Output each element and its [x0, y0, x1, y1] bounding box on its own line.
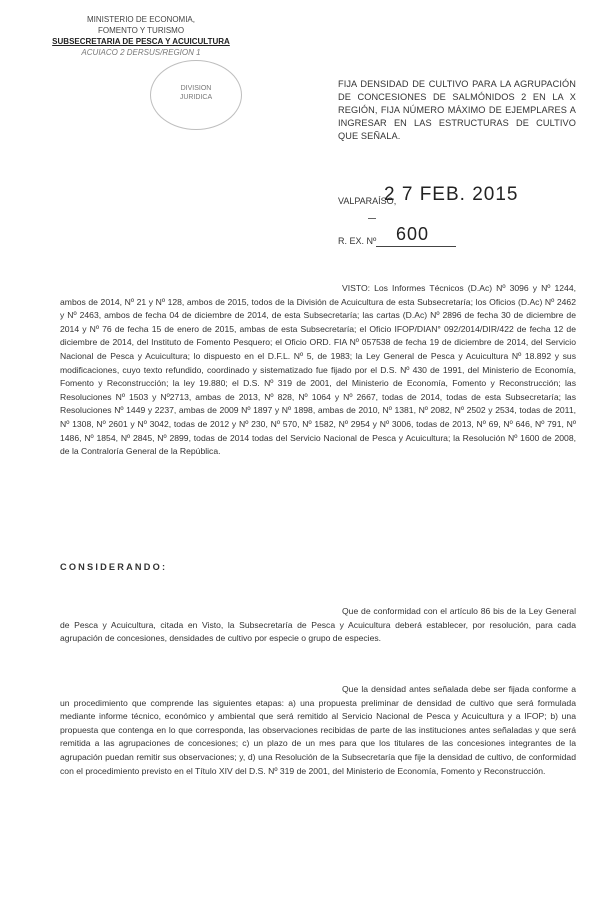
visto-paragraph: VISTO: Los Informes Técnicos (D.Ac) Nº 3096 y Nº 1244, ambos de 2014, Nº 21 y Nº 128, ambos de 2015, todos de la División de Acuicultura de esta Subsecretaría; los Oficios (D.Ac) Nº 2462 y Nº 2463, ambos de fecha 04 de diciembre de 2014, de esta Subsecretaría; las cartas (D.Ac) Nº 2896 de fecha 30 de diciembre de 2014 y Nº 76 de fecha 15 de enero de 2015, ambas de esta Subsecretaría; el Oficio IFOP/DIAN° 092/2014/DIR/422 de fecha 12 de diciembre de 2014, del Instituto de Fomento Pesquero; el Oficio ORD. FIA Nº 057538 de fecha 19 de diciembre de 2014, del Servicio Nacional de Pesca y Acuicultura; lo dispuesto en el D.F.L. Nº 5, de 1983; la Ley General de Pesca y Acuicultura Nº 18.892 y sus modificaciones, cuyo texto refundido, coordinado y sistematizado fue fijado por el D.S. Nº 430 de 1991, del Ministerio de Economía, Fomento y Reconstrucción; la ley 19.880; el D.S. Nº 319 de 2001, del Ministerio de Economía, Fomento y Reconstrucción; las Resoluciones Nº 1503 y Nº2713, ambas de 2013, Nº 828, Nº 1064 y Nº 2667, todas de 2014, todas de esta Subsecretaría; las Resoluciones Nº 1449 y 2237, ambas de 2009 Nº 1897 y Nº 1898, ambas de 2010, Nº 1381, Nº 2082, Nº 2502 y 2534, todas de 2011, Nº 1308, Nº 2601 y Nº 3042, todas de 2012 y Nº 230, Nº 570, Nº 1582, Nº 2954 y Nº 3006, todas de 2013, Nº 69, Nº 646, Nº 791, Nº 1486, Nº 1854, Nº 2845, Nº 2899, todas de 2014 todas del Servicio Nacional de Pesca y Acuicultura; la Resolución Nº 1600 de 2008, de la Contraloría General de la República.: [60, 283, 576, 457]
resolution-title: FIJA DENSIDAD DE CULTIVO PARA LA AGRUPACIÓN DE CONCESIONES DE SALMÓNIDOS 2 EN LA X REGIÓN, FIJA NÚMERO MÁXIMO DE EJEMPLARES A INGRESAR EN LAS ESTRUCTURAS DE CULTIVO QUE SEÑALA.: [338, 79, 576, 141]
rex-number: 600: [396, 224, 430, 244]
divider-dash: [368, 218, 376, 219]
ministry-name-2: FOMENTO Y TURISMO: [97, 26, 185, 35]
rex-underline: [376, 246, 456, 247]
stamp-text: DIVISION JURIDICA: [179, 85, 213, 101]
subsecretaria-name: SUBSECRETARIA DE PESCA Y ACUICULTURA: [52, 37, 230, 46]
letterhead: [46, 14, 236, 58]
considerando-paragraph-2: Que la densidad antes señalada debe ser fijada conforme a un procedimiento que comprende las siguientes etapas: a) una propuesta preliminar de densidad de cultivo que será formulada mediante informe técnico, económico y ambiental que será remitido al Servicio Nacional de Pesca y Acuicultura y a IFOP; b) una propuesta que contenga en lo que corresponda, las observaciones recibidas de parte de las instituciones antes señaladas y que será remitida a las agrupaciones de concesiones; c) un plazo de un mes para que los titulares de las concesiones integrantes de la agrupación puedan remitir sus observaciones; y, d) una Resolución de la Subsecretaría que fije la densidad de cultivo, de conformidad con el procedimiento previsto en el Título XIV del D.S. Nº 319 de 2001, del Ministerio de Economía, Fomento y Reconstrucción.: [60, 684, 576, 776]
ministry-name: MINISTERIO DE ECONOMIA,: [86, 15, 195, 24]
resolution-date: 2 7 FEB. 2015: [384, 184, 519, 205]
considerando-paragraph-1: Que de conformidad con el artículo 86 bis de la Ley General de Pesca y Acuicultura, citada en Visto, la Subsecretaría de Pesca y Acuicultura deberá establecer, por resolución, para cada agrupación de concesiones, densidades de cultivo por especie o grupo de especies.: [60, 606, 576, 644]
letterhead-subline: ACUIACO 2 DERSUS/REGION 1: [81, 48, 201, 57]
place-label: VALPARAÍSO,: [338, 196, 397, 206]
considerando-heading: CONSIDERANDO:: [60, 562, 168, 572]
rex-label: R. EX. Nº: [338, 236, 377, 246]
